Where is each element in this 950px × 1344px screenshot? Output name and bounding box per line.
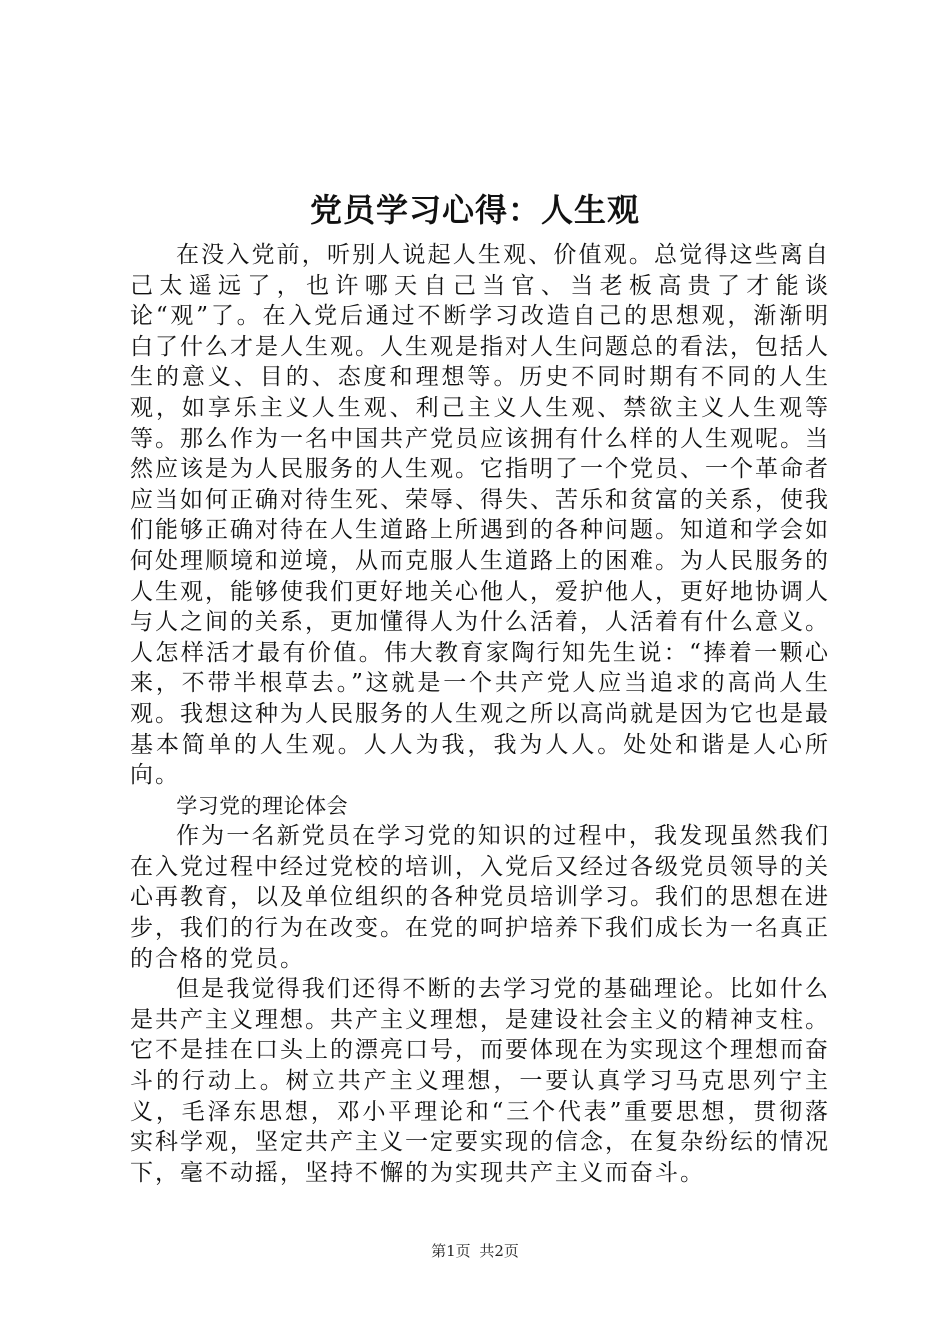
- paragraph-communist-ideal: 但是我觉得我们还得不断的去学习党的基础理论。比如什么是共产主义理想。共产主义理想，是建设社会主义的精神支柱。它不是挂在口头上的漂亮口号，而要体现在为实现这个理想而奋斗的行动上。树立共产主义理想，一要认真学习马克思列宁主义，毛泽东思想，邓小平理论和“三个代表”重要思想，贯彻落实科学观，坚定共产主义一定要实现的信念，在复杂纷纭的情况下，毫不动摇，坚持不懈的为实现共产主义而奋斗。: [130, 976, 830, 1186]
- document-body: [130, 240, 830, 1188]
- section-subheading: 学习党的理论体会: [176, 793, 349, 818]
- document-title: 党员学习心得：人生观: [309, 191, 640, 229]
- paragraph-life-view: 在没入党前，听别人说起人生观、价值观。总觉得这些离自己太遥远了，也许哪天自己当官、当老板高贵了才能谈论“观”了。在入党后通过不断学习改造自己的思想观，渐渐明白了什么才是人生观。人生观是指对人生问题总的看法，包括人生的意义、目的、态度和理想等。历史不同时期有不同的人生观，如享乐主义人生观、利己主义人生观、禁欲主义人生观等等。那么作为一名中国共产党员应该拥有什么样的人生观呢。当然应该是为人民服务的人生观。它指明了一个党员、一个革命者应当如何正确对待生死、荣辱、得失、苦乐和贫富的关系，使我们能够正确对待在人生道路上所遇到的各种问题。知道和学会如何处理顺境和逆境，从而克服人生道路上的困难。为人民服务的人生观，能够使我们更好地关心他人，爱护他人，更好地协调人与人之间的关系，更加懂得人为什么活着，人活着有什么意义。人怎样活才最有价值。伟大教育家陶行知先生说：“捧着一颗心来，不带半根草去。”这就是一个共产党人应当追求的高尚人生观。我想这种为人民服务的人生观之所以高尚就是因为它也是最基本简单的人生观。人人为我，我为人人。处处和谐是人心所向。: [130, 242, 830, 789]
- page-footer: [0, 1241, 950, 1261]
- paragraph-new-member: 作为一名新党员在学习党的知识的过程中，我发现虽然我们在入党过程中经过党校的培训，入党后又经过各级党员领导的关心再教育，以及单位组织的各种党员培训学习。我们的思想在进步，我们的行为在改变。在党的呵护培养下我们成长为一名真正的合格的党员。: [130, 823, 830, 972]
- page-number-current: 第1页: [431, 1242, 471, 1260]
- page-number-total: 共2页: [479, 1242, 519, 1260]
